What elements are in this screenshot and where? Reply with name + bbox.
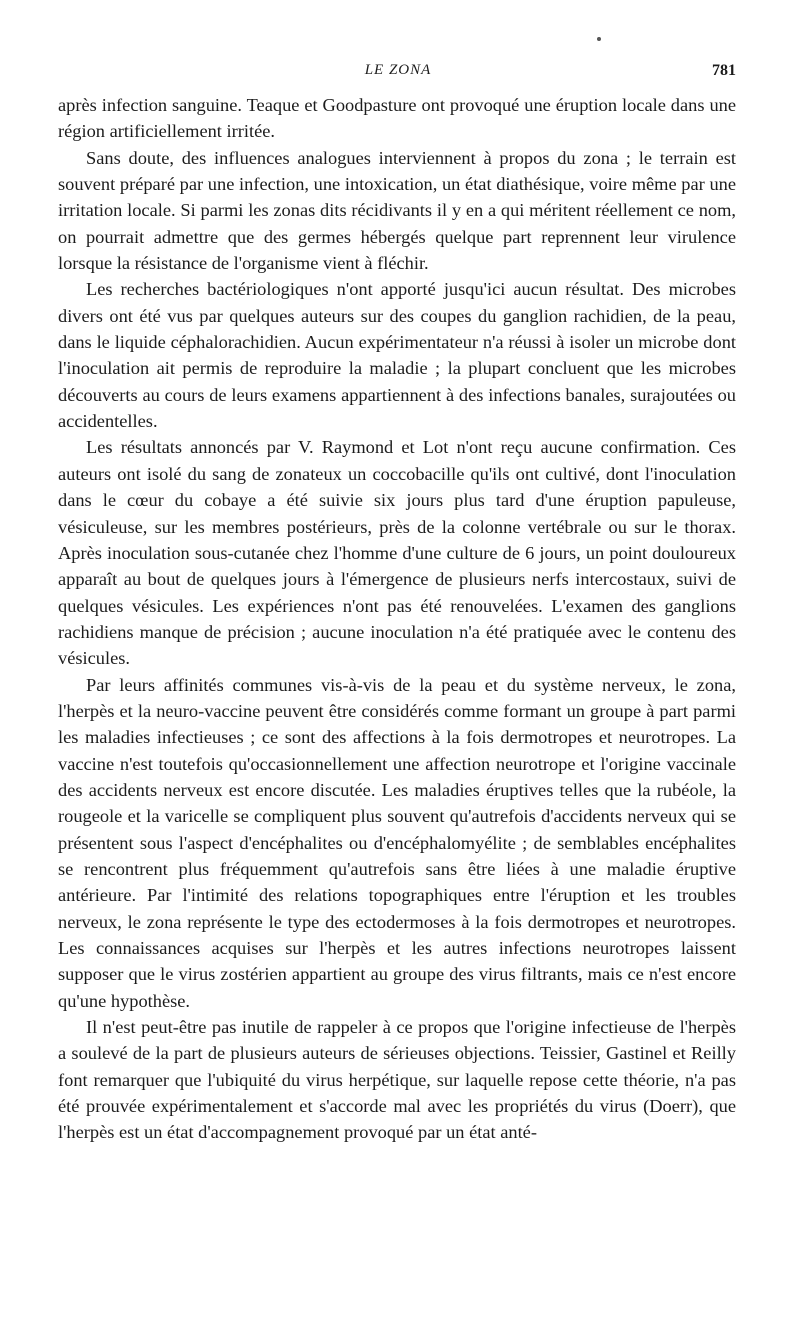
paragraph: Les recherches bactériologiques n'ont apporté jusqu'ici aucun résultat. Des microbes divers ont été vus par quelques auteurs sur des coupes du ganglion rachidien, de la peau, dans le liquide céphalorachidien. Aucun expérimentateur n'a réussi à isoler un microbe dont l'inoculation ait permis de reproduire la maladie ; la plupart concluent que les microbes découverts au cours de leurs examens appartiennent à des infections banales, surajoutées ou accidentelles. [58, 279, 736, 432]
paragraph: Les résultats annoncés par V. Raymond et Lot n'ont reçu aucune confirmation. Ces auteurs ont isolé du sang de zonateux un coccobacille qu'ils ont cultivé, dont l'inoculation dans le cœur du cobaye a été suivie six jours plus tard d'une éruption papuleuse, vésiculeuse, sur les membres postérieurs, près de la colonne vertébrale ou sur le thorax. Après inoculation sous-cutanée chez l'homme d'une culture de 6 jours, un point douloureux apparaît au bout de quelques jours à l'émergence de plusieurs nerfs intercostaux, suivi de quelques vésicules. Les expériences n'ont pas été renouvelées. L'examen des ganglions rachidiens manque de précision ; aucune inoculation n'a été pratiquée avec le contenu des vésicules. [58, 437, 736, 669]
paragraph-continuation: après infection sanguine. Teaque et Goodpasture ont provoqué une éruption locale dans une région artificiellement irritée. [58, 95, 736, 142]
running-title: LE ZONA [364, 62, 432, 78]
ink-speck [597, 37, 601, 41]
paragraph: Sans doute, des influences analogues interviennent à propos du zona ; le terrain est souvent préparé par une infection, une intoxication, un état diathésique, voire même par une irritation locale. Si parmi les zonas dits récidivants il y en a qui méritent réellement ce nom, on pourrait admettre que des germes hébergés quelque part reprennent leur virulence lorsque la résistance de l'organisme vient à fléchir. [58, 147, 736, 274]
paragraph: Par leurs affinités communes vis-à-vis de la peau et du système nerveux, le zona, l'herpès et la neuro-vaccine peuvent être considérés comme formant un groupe à part parmi les maladies infectieuses ; ce sont des affections à la fois dermotropes et neurotropes. La vaccine n'est toutefois qu'occasionnellement une affection neurotrope et l'origine vaccinale des accidents nerveux est encore discutée. Les maladies éruptives telles que la rubéole, la rougeole et la varicelle se compliquent plus souvent qu'autrefois d'accidents nerveux qui se présentent sous l'aspect d'encéphalites ou d'encéphalomyélite ; de semblables encéphalites se rencontrent plus fréquemment qu'autrefois sans être liées à une maladie éruptive antérieure. Par l'intimité des relations topographiques entre l'éruption et les troubles nerveux, le zona représente le type des ectodermoses à la fois dermotropes et neurotropes. Les connaissances acquises sur l'herpès et les autres infections neurotropes laissent supposer que le virus zostérien appartient au groupe des virus filtrants, mais ce n'est encore qu'une hypothèse. [58, 674, 736, 1011]
paragraph: Il n'est peut-être pas inutile de rappeler à ce propos que l'origine infectieuse de l'herpès a soulevé de la part de plusieurs auteurs de sérieuses objections. Teissier, Gastinel et Reilly font remarquer que l'ubiquité du virus herpétique, sur laquelle repose cette théorie, n'a pas été prouvée expérimentalement et s'accorde mal avec les propriétés du virus (Doerr), que l'herpès est un état d'accompagnement provoqué par un état anté- [58, 1017, 736, 1143]
page-number: 781 [712, 62, 736, 79]
page-header [60, 60, 736, 86]
body-text [58, 92, 736, 1146]
